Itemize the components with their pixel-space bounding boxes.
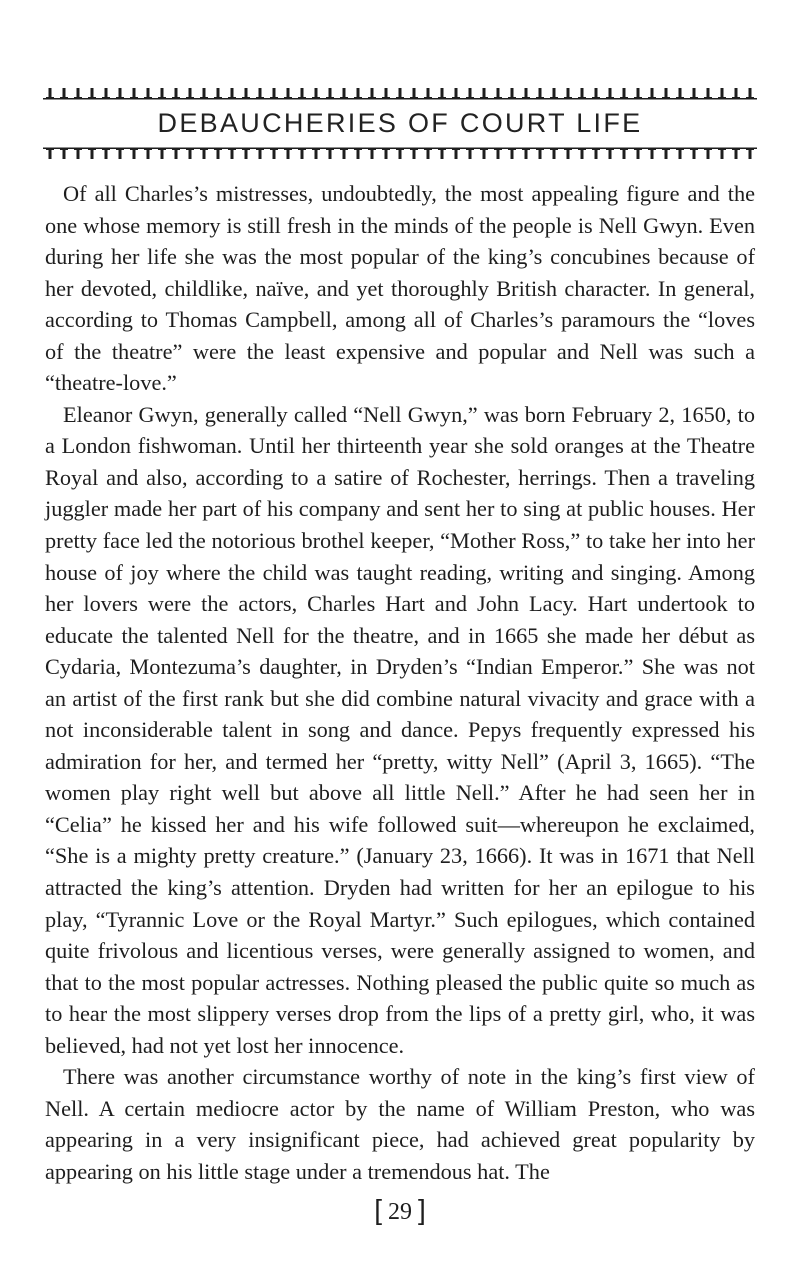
page-number-value: 29 bbox=[388, 1199, 412, 1225]
paragraph: There was another circumstance worthy of note in the king’s first view of Nell. A certain mediocre actor by the name of William Preston, who was appearing in a very insignificant piece, had achieved great popularity by appearing on his little stage under a tremendous hat. The bbox=[45, 1064, 755, 1184]
body-text bbox=[45, 178, 755, 1188]
page-number-open-bracket: [ bbox=[374, 1194, 382, 1225]
running-head: DEBAUCHERIES OF COURT LIFE bbox=[157, 108, 643, 138]
paragraph: Of all Charles’s mistresses, undoubtedly, the most appealing figure and the one whose memory is still fresh in the minds of the people is Nell Gwyn. Even during her life she was the most popular of the king’s concubines because of her devoted, childlike, naïve, and yet thoroughly British character. In general, according to Thomas Campbell, among all of Charles’s paramours the “loves of the theatre” were the least expensive and popular and Nell was such a “theatre-love.” bbox=[45, 181, 755, 396]
top-ornament-rule bbox=[43, 86, 757, 100]
paragraph: Eleanor Gwyn, generally called “Nell Gwyn,” was born February 2, 1650, to a London fishwoman. Until her thirteenth year she sold oranges at the Theatre Royal and also, according to a satire of Rochester, herrings. Then a traveling juggler made her part of his company and sent her to sing at public houses. Her pretty face led the notorious brothel keeper, “Mother Ross,” to take her into her house of joy where the child was taught reading, writing and singing. Among her lovers were the actors, Charles Hart and John Lacy. Hart undertook to educate the talented Nell for the theatre, and in 1665 she made her début as Cydaria, Montezuma’s daughter, in Dryden’s “Indian Emperor.” She was not an artist of the first rank but she did combine natural vivacity and grace with a not inconsiderable talent in song and dance. Pepys frequently expressed his admiration for her, and termed her “pretty, witty Nell” (April 3, 1665). “The women play right well but above all little Nell.” After he had seen her in “Celia” he kissed her and his wife followed suit—whereupon he exclaimed, “She is a mighty pretty creature.” (January 23, 1666). It was in 1671 that Nell attracted the king’s attention. Dryden had written for her an epilogue to his play, “Tyrannic Love or the Royal Martyr.” Such epilogues, which contained quite frivolous and licentious verses, were generally assigned to women, and that to the most popular actresses. Nothing pleased the public quite so much as to hear the most slippery verses drop from the lips of a pretty girl, who, it was believed, had not yet lost her innocence. bbox=[45, 401, 755, 1058]
page-number-close-bracket: ] bbox=[418, 1194, 426, 1225]
page-number bbox=[0, 1194, 800, 1226]
bottom-ornament-rule bbox=[43, 147, 757, 161]
